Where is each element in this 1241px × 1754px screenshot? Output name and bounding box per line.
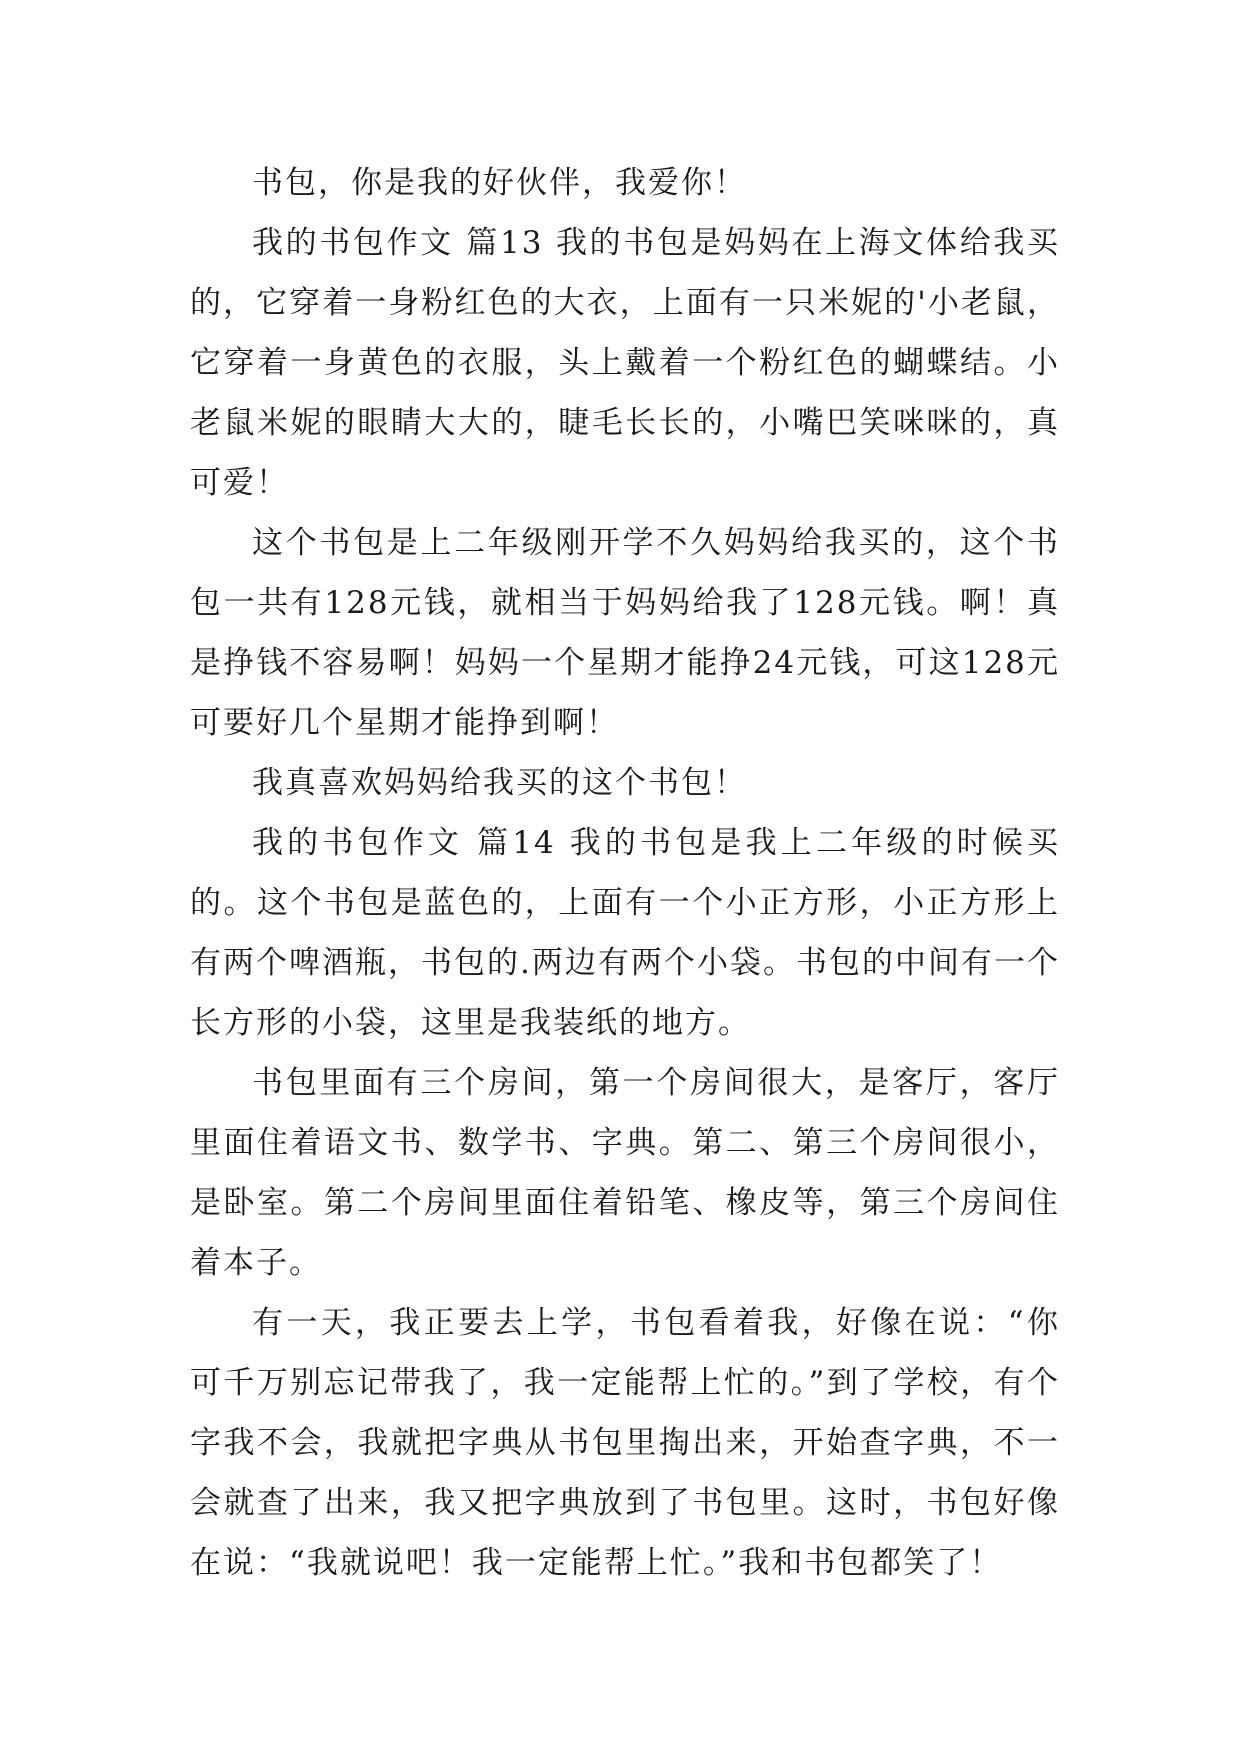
essay-body [190, 153, 1060, 1593]
paragraph: 有一天，我正要去上学，书包看着我，好像在说：“你可千万别忘记带我了，我一定能帮上忙的。”到了学校，有个字我不会，我就把字典从书包里掏出来，开始查字典，不一会就查了出来，我又把字典放到了书包里。这时，书包好像在说：“我就说吧！我一定能帮上忙。”我和书包都笑了！ [190, 1305, 1060, 1581]
paragraph: 书包，你是我的好伙伴，我爱你！ [252, 165, 747, 201]
paragraph: 书包里面有三个房间，第一个房间很大，是客厅，客厅里面住着语文书、数学书、字典。第二、第三个房间很小，是卧室。第二个房间里面住着铅笔、橡皮等，第三个房间住着本子。 [190, 1065, 1060, 1281]
paragraph: 我的书包作文 篇14 我的书包是我上二年级的时候买的。这个书包是蓝色的，上面有一个小正方形，小正方形上有两个啤酒瓶，书包的.两边有两个小袋。书包的中间有一个长方形的小袋，这里是我装纸的地方。 [190, 825, 1060, 1041]
paragraph: 我的书包作文 篇13 我的书包是妈妈在上海文体给我买的，它穿着一身粉红色的大衣，上面有一只米妮的'小老鼠，它穿着一身黄色的衣服，头上戴着一个粉红色的蝴蝶结。小老鼠米妮的眼睛大大的，睫毛长长的，小嘴巴笑咪咪的，真可爱！ [190, 225, 1060, 501]
paragraph: 这个书包是上二年级刚开学不久妈妈给我买的，这个书包一共有128元钱，就相当于妈妈给我了128元钱。啊！真是挣钱不容易啊！妈妈一个星期才能挣24元钱，可这128元可要好几个星期才能挣到啊！ [190, 525, 1060, 741]
paragraph: 我真喜欢妈妈给我买的这个书包！ [252, 765, 747, 801]
